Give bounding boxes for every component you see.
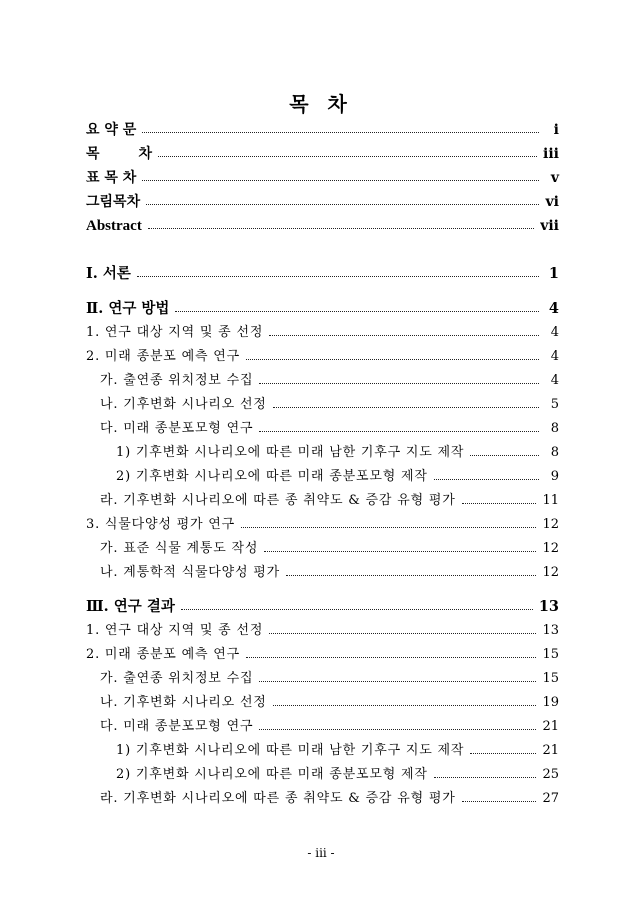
toc-entry[interactable]	[100, 418, 559, 440]
toc-entry[interactable]	[100, 490, 559, 512]
toc-entry[interactable]	[86, 620, 559, 642]
leader-dots	[273, 705, 537, 706]
toc-entry-label: 목 차	[86, 146, 153, 162]
toc-entry-page: 13	[538, 598, 559, 615]
toc-chapter-2[interactable]	[86, 298, 559, 320]
toc-entry-label: 1. 연구 대상 지역 및 종 선정	[86, 623, 264, 638]
leader-dots	[470, 455, 539, 456]
leader-dots	[273, 407, 539, 408]
toc-entry-page: 12	[542, 541, 559, 556]
leader-dots	[462, 801, 537, 802]
leader-dots	[148, 228, 534, 229]
leader-dots	[175, 311, 539, 312]
leader-dots	[269, 335, 539, 336]
toc-entry-contents[interactable]	[86, 143, 559, 165]
leader-dots	[259, 681, 536, 682]
toc-entry-page: v	[550, 170, 559, 186]
leader-dots	[434, 479, 539, 480]
toc-entry-page: 4	[548, 300, 559, 317]
leader-dots	[434, 777, 537, 778]
toc-entry-page: 21	[542, 743, 559, 758]
toc-entry-page: 15	[542, 671, 559, 686]
toc-entry-label: 가. 출연종 위치정보 수집	[100, 671, 254, 686]
toc-entry-label: 1) 기후변화 시나리오에 따른 미래 남한 기후구 지도 제작	[116, 445, 465, 460]
toc-entry-label: 라. 기후변화 시나리오에 따른 종 취약도 & 증감 유형 평가	[100, 493, 456, 508]
toc-entry[interactable]	[100, 668, 559, 690]
toc-entry[interactable]	[86, 322, 559, 344]
toc-entry-page: 15	[542, 647, 559, 662]
toc-entry[interactable]	[116, 442, 559, 464]
toc-entry-summary[interactable]	[86, 119, 559, 141]
leader-dots	[181, 609, 533, 610]
toc-entry-label: 다. 미래 종분포모형 연구	[100, 719, 254, 734]
leader-dots	[259, 729, 536, 730]
toc-entry-label: 라. 기후변화 시나리오에 따른 종 취약도 & 증감 유형 평가	[100, 791, 456, 806]
toc-entry-label: 2. 미래 종분포 예측 연구	[86, 349, 240, 364]
leader-dots	[264, 551, 536, 552]
toc-entry-label: 1. 연구 대상 지역 및 종 선정	[86, 325, 264, 340]
toc-entry-page: 9	[550, 469, 559, 484]
toc-entry[interactable]	[116, 466, 559, 488]
toc-entry-label: 다. 미래 종분포모형 연구	[100, 421, 254, 436]
leader-dots	[142, 132, 539, 133]
leader-dots	[470, 753, 536, 754]
toc-entry[interactable]	[100, 394, 559, 416]
toc-entry-page: 19	[542, 695, 559, 710]
toc-entry-page: vi	[545, 194, 559, 210]
toc-entry-page: 4	[550, 373, 559, 388]
leader-dots	[269, 633, 536, 634]
toc-entry-page: vii	[540, 218, 559, 234]
toc-entry-figure-list[interactable]	[86, 191, 559, 213]
leader-dots	[259, 431, 539, 432]
toc-entry-label: Abstract	[86, 218, 142, 234]
leader-dots	[142, 180, 539, 181]
toc-entry-label: 나. 계통학적 식물다양성 평가	[100, 565, 281, 580]
toc-entry-abstract[interactable]	[86, 215, 559, 237]
toc-entry[interactable]	[100, 538, 559, 560]
leader-dots	[246, 657, 536, 658]
leader-dots	[158, 156, 537, 157]
toc-entry-page: 21	[542, 719, 559, 734]
toc-entry-label: 1) 기후변화 시나리오에 따른 미래 남한 기후구 지도 제작	[116, 743, 465, 758]
toc-entry[interactable]	[116, 764, 559, 786]
toc-entry-label: 2) 기후변화 시나리오에 따른 미래 종분포모형 제작	[116, 469, 428, 484]
toc-entry[interactable]	[116, 740, 559, 762]
toc-entry-label: 가. 표준 식물 계통도 작성	[100, 541, 259, 556]
toc-entry-page: 11	[542, 493, 559, 508]
toc-entry-page: 5	[550, 397, 559, 412]
toc-entry[interactable]	[86, 514, 559, 536]
toc-entry-label: 2) 기후변화 시나리오에 따른 미래 종분포모형 제작	[116, 767, 428, 782]
toc-entry-label: 나. 기후변화 시나리오 선정	[100, 397, 267, 412]
toc-entry-label: 요 약 문	[86, 122, 137, 138]
toc-entry-page: 1	[548, 265, 559, 282]
toc-entry[interactable]	[86, 644, 559, 666]
toc-entry-page: i	[553, 122, 559, 138]
leader-dots	[241, 527, 536, 528]
toc-entry-page: 25	[542, 767, 559, 782]
toc-entry-page: 27	[542, 791, 559, 806]
toc-entry-label: 3. 식물다양성 평가 연구	[86, 517, 236, 532]
leader-dots	[137, 276, 539, 277]
toc-entry-label: Ⅰ. 서론	[86, 265, 131, 282]
page-title: 목 차	[289, 92, 353, 116]
toc-entry-label: 2. 미래 종분포 예측 연구	[86, 647, 240, 662]
toc-entry-label: 표 목 차	[86, 170, 137, 186]
leader-dots	[259, 383, 539, 384]
leader-dots	[146, 204, 539, 205]
toc-entry-page: 4	[550, 325, 559, 340]
toc-entry-page: 13	[542, 623, 559, 638]
toc-entry[interactable]	[100, 370, 559, 392]
toc-entry-label: Ⅲ. 연구 결과	[86, 598, 175, 615]
toc-entry[interactable]	[86, 346, 559, 368]
toc-entry-label: 가. 출연종 위치정보 수집	[100, 373, 254, 388]
toc-entry-page: 8	[550, 445, 559, 460]
toc-entry-label: Ⅱ. 연구 방법	[86, 300, 170, 317]
toc-entry-page: 12	[542, 565, 559, 580]
toc-entry[interactable]	[100, 788, 559, 810]
leader-dots	[246, 359, 539, 360]
toc-chapter-3[interactable]	[86, 596, 559, 618]
toc-entry-page: 12	[542, 517, 559, 532]
leader-dots	[462, 503, 537, 504]
leader-dots	[286, 575, 536, 576]
toc-entry[interactable]	[100, 562, 559, 584]
toc-entry-page: iii	[543, 146, 559, 162]
toc-entry-page: 8	[550, 421, 559, 436]
toc-entry-table-list[interactable]	[86, 167, 559, 189]
toc-entry-label: 그림목차	[86, 194, 141, 210]
toc-entry[interactable]	[100, 692, 559, 714]
toc-entry[interactable]	[100, 716, 559, 738]
toc-entry-label: 나. 기후변화 시나리오 선정	[100, 695, 267, 710]
toc-chapter-1[interactable]	[86, 263, 559, 285]
toc-entry-page: 4	[550, 349, 559, 364]
page-number-footer: - iii -	[307, 846, 335, 860]
